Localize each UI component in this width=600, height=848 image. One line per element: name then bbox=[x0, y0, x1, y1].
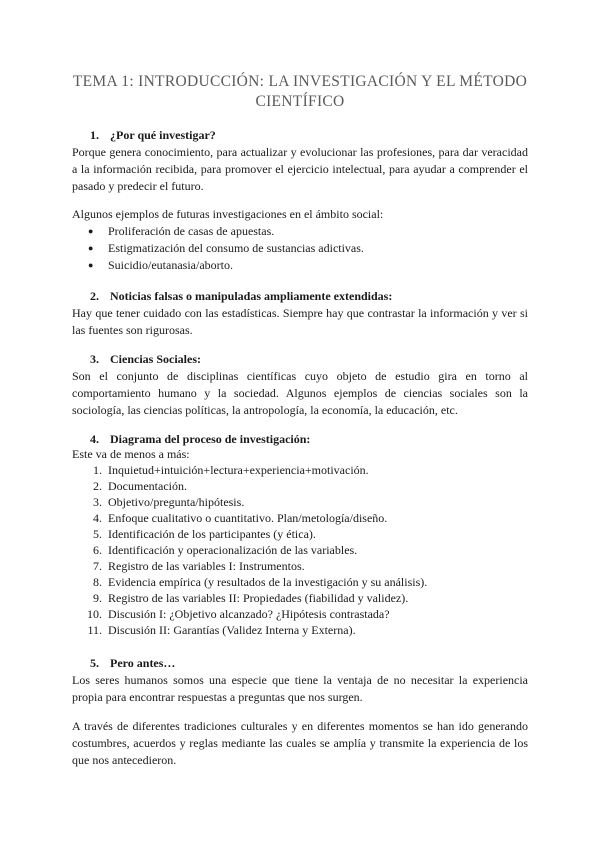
section-3-paragraph: Son el conjunto de disciplinas científicas cuyo objeto de estudio gira en torno al comportamiento humano y la sociedad. Algunos ejemplos de ciencias sociales son la sociología, las ciencias políticas, la antropología, la economía, la educación, etc. bbox=[72, 369, 528, 417]
section-3-title: Ciencias Sociales: bbox=[110, 352, 201, 366]
section-3-number: 3. bbox=[90, 352, 99, 366]
section-2-paragraph: Hay que tener cuidado con las estadísticas. Siempre hay que contrastar la información y ver si las fuentes son rigurosas. bbox=[72, 306, 528, 337]
list-item: 10. Discusión I: ¿Objetivo alcanzado? ¿Hipótesis contrastada? bbox=[87, 607, 390, 621]
section-1-intro: Algunos ejemplos de futuras investigaciones en el ámbito social: bbox=[72, 207, 384, 221]
list-item: 9. Registro de las variables II: Propiedades (fiabilidad y validez). bbox=[93, 591, 409, 605]
list-item: ● Suicidio/eutanasia/aborto. bbox=[72, 257, 528, 274]
section-5-heading bbox=[72, 655, 528, 672]
list-item: ● Estigmatización del consumo de sustancias adictivas. bbox=[72, 240, 528, 257]
list-item: 1. Inquietud+intuición+lectura+experiencia+motivación. bbox=[93, 463, 369, 477]
list-item: 4. Enfoque cualitativo o cuantitativo. Plan/metología/diseño. bbox=[93, 511, 388, 525]
section-4-title: Diagrama del proceso de investigación: bbox=[110, 432, 311, 446]
section-4-numbered-list bbox=[72, 462, 528, 638]
section-1-bullet-list bbox=[72, 223, 528, 274]
page-title: TEMA 1: INTRODUCCIÓN: LA INVESTIGACIÓN Y EL MÉTODO CIENTÍFICO bbox=[72, 73, 528, 110]
section-2-heading bbox=[72, 288, 528, 305]
section-4-number: 4. bbox=[90, 432, 99, 446]
section-1-heading bbox=[72, 127, 528, 144]
list-item: 8. Evidencia empírica (y resultados de la investigación y su análisis). bbox=[93, 575, 428, 589]
section-3-heading bbox=[72, 351, 528, 368]
section-1-title: ¿Por qué investigar? bbox=[110, 128, 216, 142]
list-item: ● Proliferación de casas de apuestas. bbox=[72, 223, 528, 240]
section-1-paragraph: Porque genera conocimiento, para actualizar y evolucionar las profesiones, para dar veracidad a la información recibida, para promover el ejercicio intelectual, para ayudar a comprender el pasado y predecir el futuro. bbox=[72, 145, 528, 193]
list-item: 7. Registro de las variables I: Instrumentos. bbox=[93, 559, 305, 573]
section-5-paragraph-1: Los seres humanos somos una especie que tiene la ventaja de no necesitar la experiencia propia para encontrar respuestas a preguntas que nos surgen. bbox=[72, 673, 528, 704]
section-5-number: 5. bbox=[90, 656, 99, 670]
section-1-number: 1. bbox=[90, 128, 99, 142]
section-4-intro: Este va de menos a más: bbox=[72, 447, 190, 461]
list-item: 11. Discusión II: Garantías (Validez Interna y Externa). bbox=[87, 623, 356, 637]
list-item: 5. Identificación de los participantes (y ética). bbox=[93, 527, 316, 541]
section-5-title: Pero antes… bbox=[110, 656, 176, 670]
section-5-paragraph-2: A través de diferentes tradiciones culturales y en diferentes momentos se han ido generando costumbres, acuerdos y reglas mediante las cuales se amplía y transmite la experiencia de los que nos antecedieron. bbox=[72, 719, 528, 767]
list-item: 2. Documentación. bbox=[93, 479, 187, 493]
section-2-number: 2. bbox=[90, 289, 99, 303]
section-2-title: Noticias falsas o manipuladas ampliamente extendidas: bbox=[110, 289, 393, 303]
list-item: 6. Identificación y operacionalización de las variables. bbox=[93, 543, 358, 557]
list-item: 3. Objetivo/pregunta/hipótesis. bbox=[93, 495, 245, 509]
